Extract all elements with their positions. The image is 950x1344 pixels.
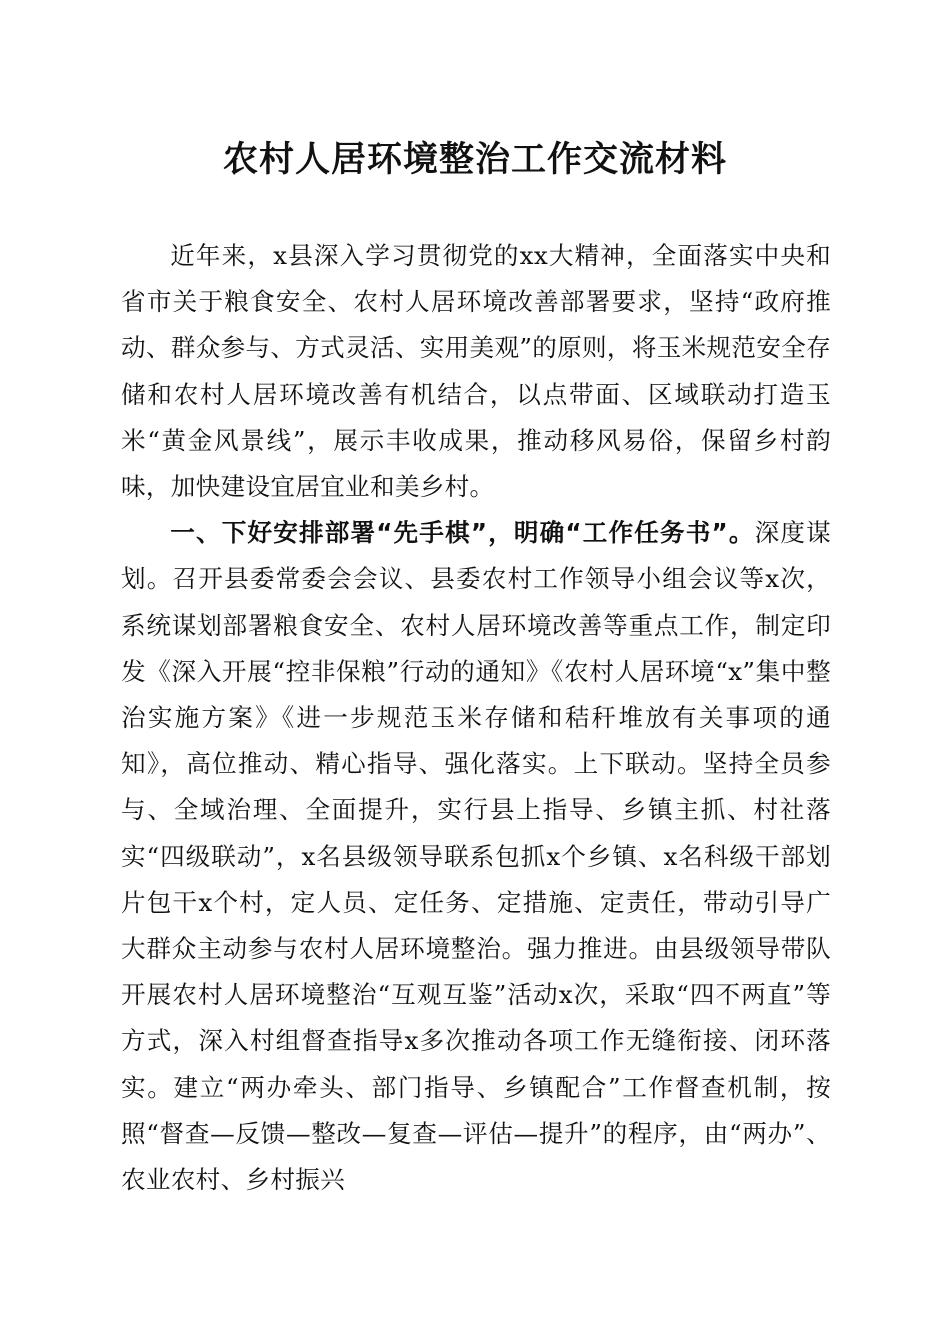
document-body bbox=[121, 233, 831, 1203]
section-one-paragraph bbox=[121, 510, 831, 1203]
intro-paragraph: 近年来，x县深入学习贯彻党的xx大精神，全面落实中央和省市关于粮食安全、农村人居环境改善部署要求，坚持“政府推动、群众参与、方式灵活、实用美观”的原则，将玉米规范安全存储和农村人居环境改善有机结合，以点带面、区域联动打造玉米“黄金风景线”，展示丰收成果，推动移风易俗，保留乡村韵味，加快建设宜居宜业和美乡村。 bbox=[121, 241, 831, 502]
section-one-text: 深度谋划。召开县委常委会会议、县委农村工作领导小组会议等x次，系统谋划部署粮食安全、农村人居环境改善等重点工作，制定印发《深入开展“控非保粮”行动的通知》《农村人居环境“x”集中整治实施方案》《进一步规范玉米存储和秸秆堆放有关事项的通知》，高位推动、精心指导、强化落实。上下联动。坚持全员参与、全域治理、全面提升，实行县上指导、乡镇主抓、村社落实“四级联动”，x名县级领导联系包抓x个乡镇、x名科级干部划片包干x个村，定人员、定任务、定措施、定责任，带动引导广大群众主动参与农村人居环境整治。强力推进。由县级领导带队开展农村人居环境整治“互观互鉴”活动x次，采取“四不两直”等方式，深入村组督查指导x多次推动各项工作无缝衔接、闭环落实。建立“两办牵头、部门指导、乡镇配合”工作督查机制，按照“督查—反馈—整改—复查—评估—提升”的程序，由“两办”、农业农村、乡村振兴 bbox=[121, 518, 831, 1195]
document-title: 农村人居环境整治工作交流材料 bbox=[222, 139, 727, 180]
section-one-heading: 一、下好安排部署“先手棋”，明确“工作任务书”。 bbox=[170, 518, 755, 548]
